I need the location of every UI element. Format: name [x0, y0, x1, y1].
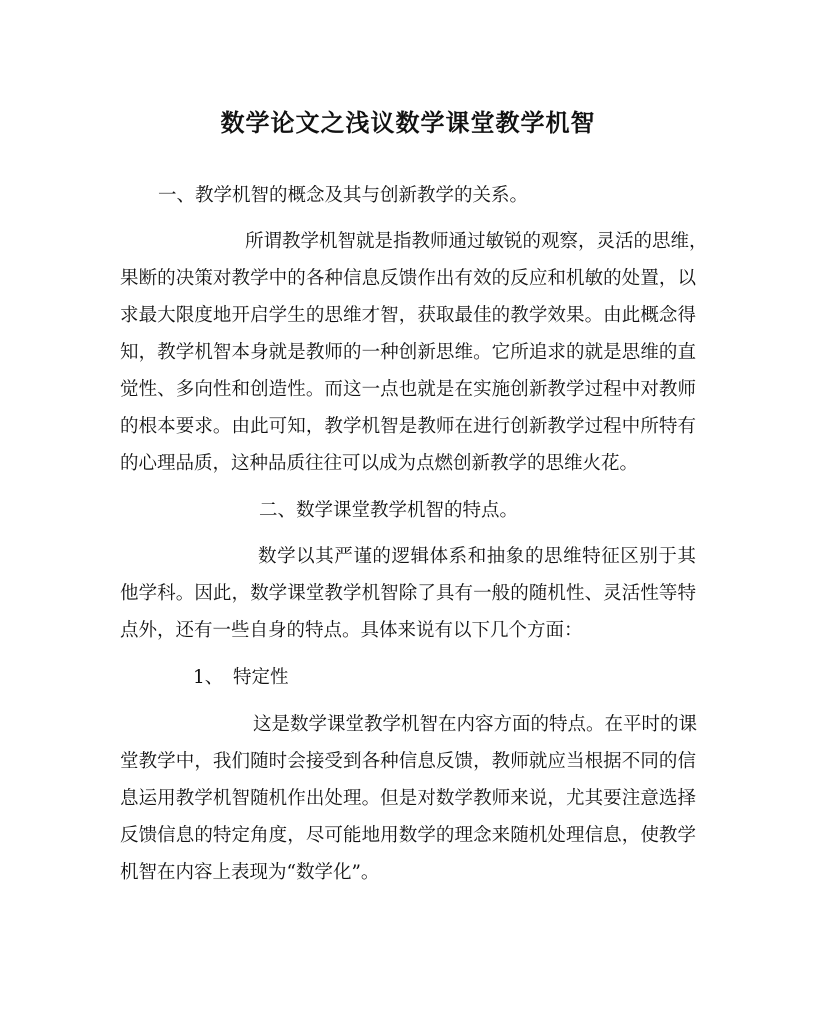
paragraph-1-line-6: 的根本要求。由此可知，教学机智是教师在进行创新教学过程中所特有 [120, 416, 696, 437]
paragraph-1-line-1: 所谓教学机智就是指教师通过敏锐的观察，灵活的思维， [245, 231, 708, 252]
paragraph-3-line-5: 机智在内容上表现为“数学化”。 [120, 862, 380, 883]
paragraph-3-line-4: 反馈信息的特定角度，尽可能地用数学的理念来随机处理信息，使教学 [120, 825, 696, 846]
section-heading-1: 一、教学机智的概念及其与创新教学的关系。 [158, 185, 529, 206]
paragraph-2-line-3: 点外，还有一些自身的特点。具体来说有以下几个方面： [120, 620, 583, 641]
paragraph-2-line-2: 他学科。因此，数学课堂教学机智除了具有一般的随机性、灵活性等特 [120, 583, 696, 604]
paragraph-3-line-2: 堂教学中，我们随时会接受到各种信息反馈，教师就应当根据不同的信 [120, 751, 696, 772]
paragraph-1-line-3: 求最大限度地开启学生的思维才智，获取最佳的教学效果。由此概念得 [120, 305, 696, 326]
subheading-text: 特定性 [233, 667, 289, 688]
subheading-number: 1、 [193, 667, 224, 688]
document-title: 数学论文之浅议数学课堂教学机智 [220, 108, 596, 137]
paragraph-3-line-3: 息运用教学机智随机作出处理。但是对数学教师来说，尤其要注意选择 [120, 788, 696, 809]
section-heading-2: 二、数学课堂教学机智的特点。 [259, 500, 519, 521]
paragraph-1-line-4: 知，教学机智本身就是教师的一种创新思维。它所追求的就是思维的直 [120, 342, 696, 363]
paragraph-1-line-7: 的心理品质，这种品质往往可以成为点燃创新教学的思维火花。 [120, 453, 639, 474]
paragraph-1-line-2: 果断的决策对教学中的各种信息反馈作出有效的反应和机敏的处置，以 [120, 268, 696, 289]
paragraph-1-line-5: 觉性、多向性和创造性。而这一点也就是在实施创新教学过程中对教师 [120, 379, 696, 400]
paragraph-3-line-1: 这是数学课堂教学机智在内容方面的特点。在平时的课 [253, 714, 698, 735]
paragraph-2-line-1: 数学以其严谨的逻辑体系和抽象的思维特征区别于其 [258, 546, 696, 567]
